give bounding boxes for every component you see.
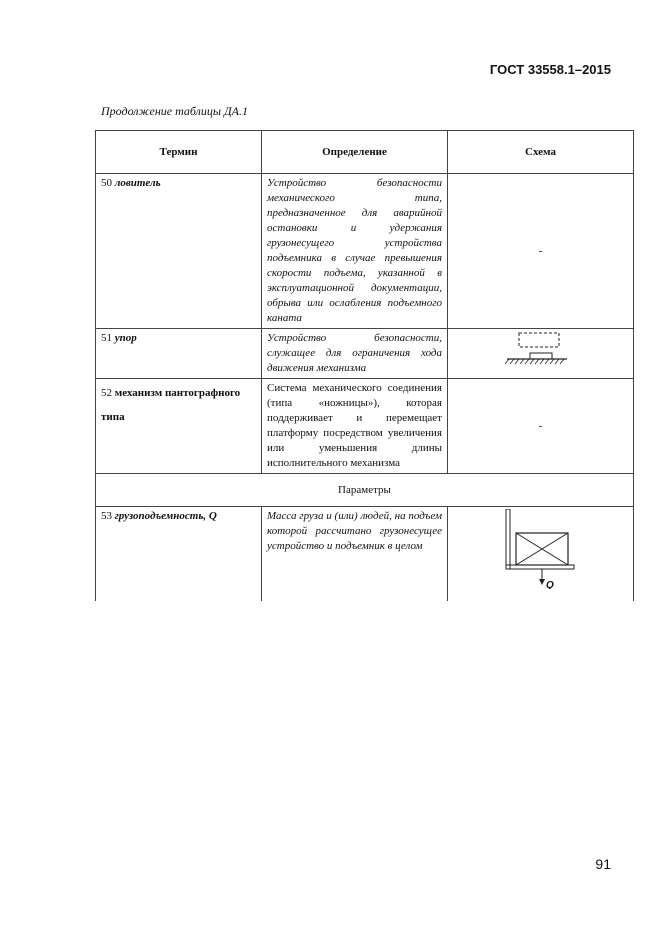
column-header-scheme: Схема: [448, 131, 634, 174]
load-capacity-diagram-icon: [501, 509, 581, 589]
scheme-cell: [448, 507, 634, 602]
column-header-term: Термин: [96, 131, 262, 174]
column-header-definition: Определение: [262, 131, 448, 174]
scheme-cell: -: [448, 379, 634, 474]
table-header-row: [96, 131, 634, 174]
term-cell: [96, 329, 262, 379]
q-label: Q: [545, 580, 554, 589]
scheme-cell: [448, 329, 634, 379]
terms-table: [95, 130, 634, 601]
term-number: 52: [101, 387, 112, 399]
table-row: [96, 507, 634, 602]
table-row: [96, 329, 634, 379]
definition-cell: Устройство безопасности механического типа, предназначенное для аварийной остановки и удержания грузонесущего устройства подъемника в случае превышения скорости подъема, указанной в эксплуатационной документации, обрыва или ослабления подъемного каната: [262, 174, 448, 329]
term-name: грузоподъемность, Q: [114, 510, 217, 522]
term-name: механизм пантографного типа: [101, 387, 241, 423]
term-name: ловитель: [114, 177, 161, 189]
term-name: упор: [114, 332, 137, 344]
term-cell: [96, 174, 262, 329]
definition-cell: Масса груза и (или) людей, на подъем которой рассчитано грузонесущее устройство и подъемник в целом: [262, 507, 448, 602]
term-cell: [96, 379, 262, 474]
scheme-cell: -: [448, 174, 634, 329]
stop-diagram-icon: [501, 331, 581, 367]
definition-cell: Устройство безопасности, служащее для ограничения хода движения механизма: [262, 329, 448, 379]
page-number: 91: [595, 856, 611, 872]
document-header: ГОСТ 33558.1–2015: [489, 62, 611, 77]
term-cell: [96, 507, 262, 602]
term-number: 50: [101, 177, 112, 189]
term-number: 53: [101, 510, 112, 522]
table-row: [96, 174, 634, 329]
table-row: [96, 379, 634, 474]
table-caption: Продолжение таблицы ДА.1: [101, 104, 248, 118]
section-title: Параметры: [96, 474, 634, 507]
term-number: 51: [101, 332, 112, 344]
section-row: [96, 474, 634, 507]
definition-cell: Система механического соединения (типа «ножницы»), которая поддерживает и перемещает платформу посредством увеличения или уменьшения длины исполнительного механизма: [262, 379, 448, 474]
